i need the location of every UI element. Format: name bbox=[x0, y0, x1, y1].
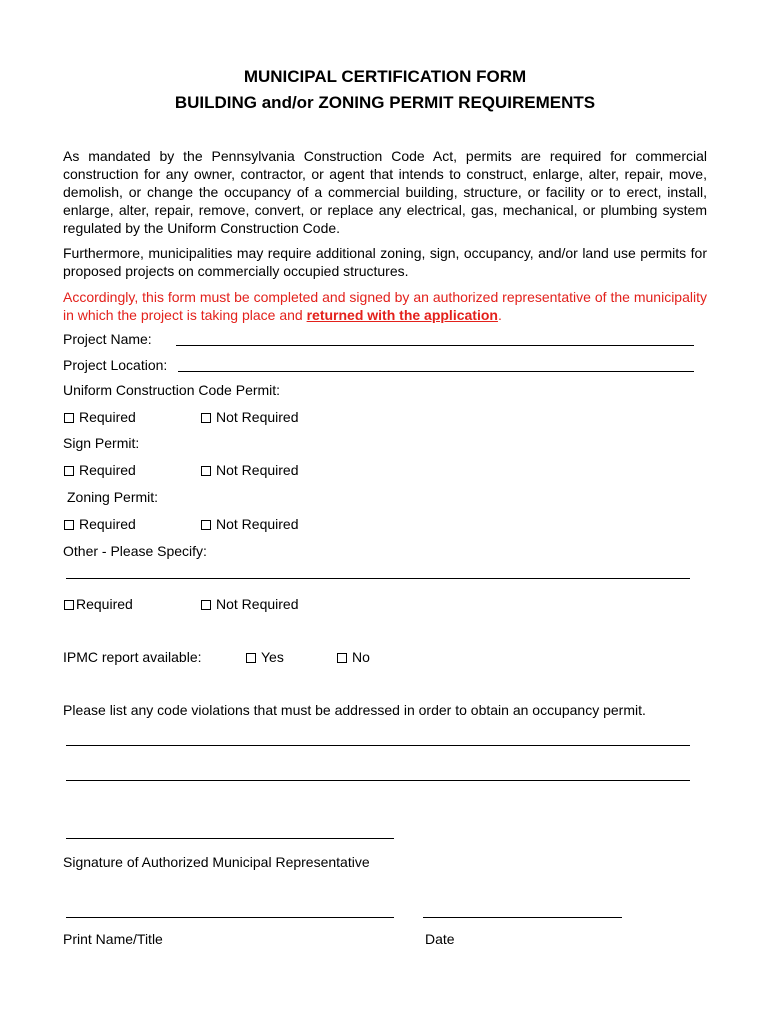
signature-input-line[interactable] bbox=[66, 838, 394, 839]
other-not-required-option[interactable] bbox=[201, 596, 299, 612]
ipmc-yes-label: Yes bbox=[261, 649, 284, 665]
date-label: Date bbox=[425, 931, 455, 947]
violations-input-line-2[interactable] bbox=[66, 780, 690, 781]
form-title-line-2: BUILDING and/or ZONING PERMIT REQUIREMENTS bbox=[174, 93, 596, 112]
violations-prompt: Please list any code violations that must be addressed in order to obtain an occupancy permit. bbox=[63, 702, 646, 718]
returned-with-application-emphasis: returned with the application bbox=[306, 307, 498, 323]
ipmc-no-option[interactable] bbox=[337, 649, 370, 665]
other-not-required-label: Not Required bbox=[216, 596, 299, 612]
checkbox-icon[interactable] bbox=[64, 466, 74, 476]
ipmc-label: IPMC report available: bbox=[63, 649, 202, 665]
violations-input-line-1[interactable] bbox=[66, 745, 690, 746]
checkbox-icon[interactable] bbox=[201, 520, 211, 530]
sign-not-required-option[interactable] bbox=[201, 462, 299, 478]
ucc-required-label: Required bbox=[79, 409, 136, 425]
checkbox-icon[interactable] bbox=[201, 600, 211, 610]
zoning-not-required-label: Not Required bbox=[216, 516, 299, 532]
project-location-input-line[interactable] bbox=[178, 371, 694, 372]
ipmc-yes-option[interactable] bbox=[246, 649, 284, 665]
zoning-not-required-option[interactable] bbox=[201, 516, 299, 532]
intro-paragraph: As mandated by the Pennsylvania Construction Code Act, permits are required for commercial construction for any owner, contractor, or agent that intends to construct, enlarge, alter, repair, move, demolish, or change the occupancy of a commercial building, structure, or facility or to erect, install, enlarge, alter, repair, remove, convert, or replace any electrical, gas, mechanical, or plumbing system regulated by the Uniform Construction Code. bbox=[63, 148, 707, 236]
checkbox-icon[interactable] bbox=[64, 413, 74, 423]
checkbox-icon[interactable] bbox=[64, 600, 74, 610]
ucc-required-option[interactable] bbox=[64, 409, 136, 425]
sign-required-option[interactable] bbox=[64, 462, 136, 478]
other-specify-label: Other - Please Specify: bbox=[63, 543, 207, 559]
checkbox-icon[interactable] bbox=[64, 520, 74, 530]
project-name-input-line[interactable] bbox=[176, 345, 694, 346]
accordingly-paragraph bbox=[63, 288, 707, 324]
sign-not-required-label: Not Required bbox=[216, 462, 299, 478]
sign-permit-label: Sign Permit: bbox=[63, 435, 140, 451]
zoning-required-option[interactable] bbox=[64, 516, 136, 532]
print-name-label: Print Name/Title bbox=[63, 931, 163, 947]
checkbox-icon[interactable] bbox=[201, 466, 211, 476]
checkbox-icon[interactable] bbox=[201, 413, 211, 423]
sign-required-label: Required bbox=[79, 462, 136, 478]
signature-label: Signature of Authorized Municipal Representative bbox=[63, 854, 370, 870]
zoning-required-label: Required bbox=[79, 516, 136, 532]
ucc-not-required-option[interactable] bbox=[201, 409, 299, 425]
ipmc-no-label: No bbox=[352, 649, 370, 665]
furthermore-paragraph: Furthermore, municipalities may require additional zoning, sign, occupancy, and/or land use permits for proposed projects on commercially occupied structures. bbox=[63, 245, 707, 279]
accordingly-text: Accordingly, this form must be completed and signed by an authorized representative of the municipality in which the project is taking place and bbox=[63, 289, 707, 323]
project-name-label: Project Name: bbox=[63, 331, 152, 347]
form-title-line-1: MUNICIPAL CERTIFICATION FORM bbox=[243, 67, 527, 86]
checkbox-icon[interactable] bbox=[246, 653, 256, 663]
project-location-label: Project Location: bbox=[63, 357, 168, 373]
zoning-permit-label: Zoning Permit: bbox=[67, 489, 159, 505]
checkbox-icon[interactable] bbox=[337, 653, 347, 663]
print-name-input-line[interactable] bbox=[66, 917, 394, 918]
other-required-option[interactable] bbox=[64, 596, 133, 612]
ucc-permit-label: Uniform Construction Code Permit: bbox=[63, 382, 281, 398]
ucc-not-required-label: Not Required bbox=[216, 409, 299, 425]
accordingly-end: . bbox=[497, 307, 502, 323]
date-input-line[interactable] bbox=[423, 917, 622, 918]
other-specify-input-line[interactable] bbox=[66, 578, 690, 579]
other-required-label: Required bbox=[76, 596, 133, 612]
